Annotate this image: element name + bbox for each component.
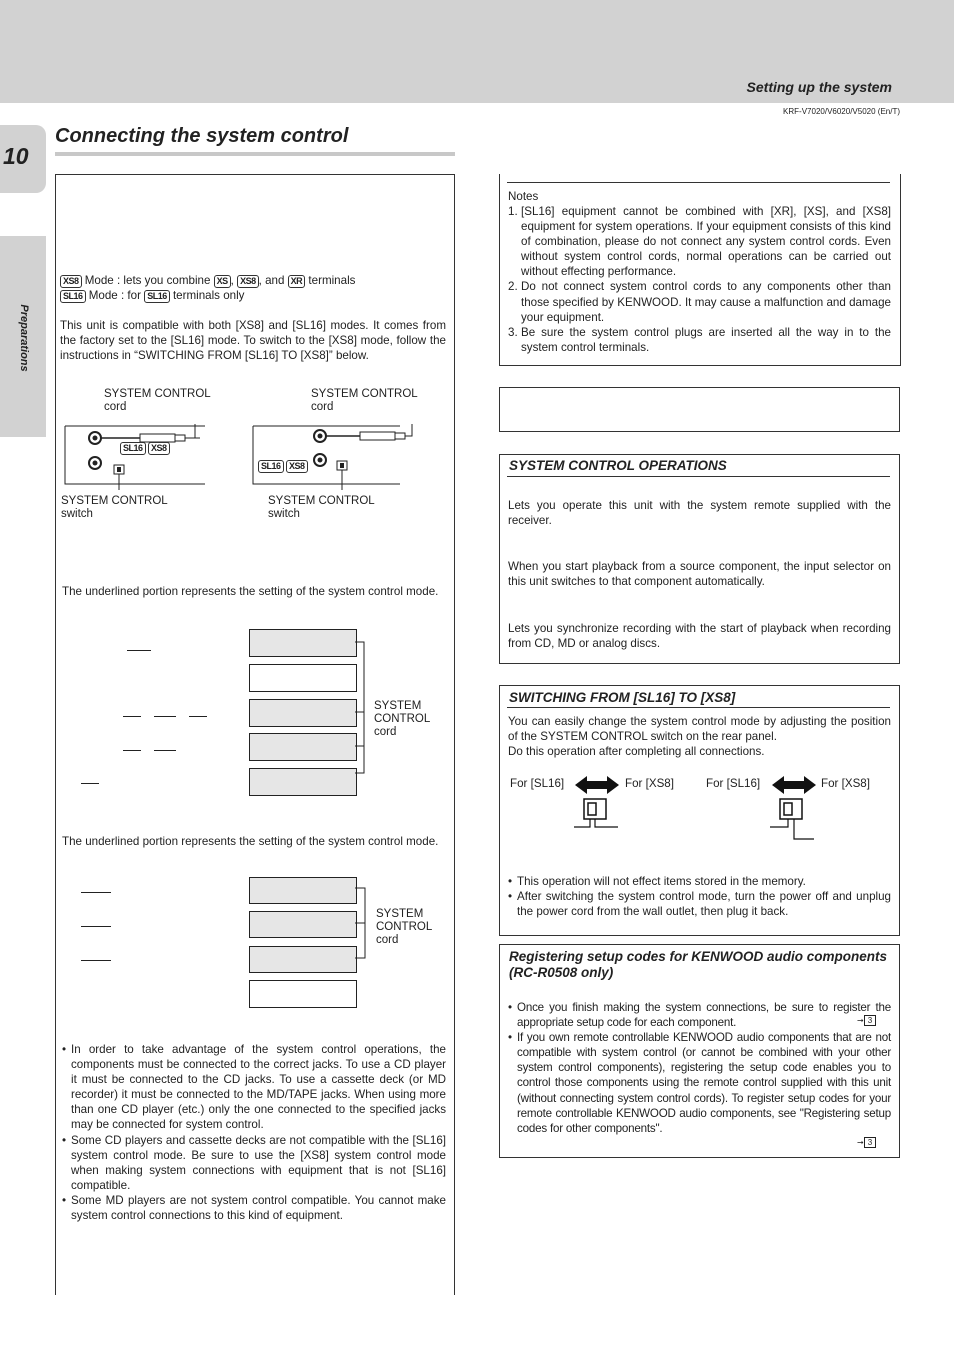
sl16-mode-text: Mode : for (88, 289, 141, 302)
page-ref-2: ➞ 3 (857, 1138, 876, 1147)
component-box (249, 980, 357, 1008)
list-item: • If you own remote controllable KENWOOD audio components that are not compatible with system control (or cannot be combined with your other system control components), registering the setup code enables you to control those components using the remote control supplied with this unit (without connecting system control cords). To register setup codes for your remote controllable KENWOOD audio components, see "Registering setup codes for other components". (508, 1030, 891, 1136)
underline-mark (81, 926, 111, 927)
underline-note-2: The underlined portion represents the setting of the system control mode. (62, 835, 439, 848)
component-box (249, 733, 357, 761)
xs8-badge-2: XS8 (237, 275, 259, 288)
switch-label-1: SYSTEM CONTROL switch (61, 495, 168, 520)
system-cord-label-2: SYSTEM CONTROL cord (376, 908, 433, 946)
xs8-mode-text: Mode : lets you combine (84, 274, 211, 287)
underline-mark (81, 960, 111, 961)
notes-list (508, 204, 891, 355)
switch-sl16-icon (572, 797, 622, 831)
underline-mark (154, 716, 176, 717)
underline-mark (81, 892, 111, 893)
sys-ops-rule (507, 476, 890, 477)
underline-mark (123, 716, 141, 717)
switching-bullets (508, 874, 891, 919)
component-box (249, 877, 357, 904)
cord-label-1: SYSTEM CONTROL cord (104, 388, 211, 413)
cord-label-2: SYSTEM CONTROL cord (311, 388, 418, 413)
left-bullets (62, 1042, 446, 1223)
switching-intro-2: Do this operation after completing all connections. (508, 745, 765, 758)
component-box (249, 699, 357, 727)
component-box (249, 946, 357, 973)
switch-label-2: SYSTEM CONTROL switch (268, 495, 375, 520)
notes-rule (507, 182, 890, 183)
sl16-badge: SL16 (60, 290, 86, 303)
underline-mark (189, 716, 207, 717)
terminals-text: terminals (308, 274, 356, 287)
switching-heading: SWITCHING FROM [SL16] TO [XS8] (509, 690, 736, 705)
list-item: • After switching the system control mode, turn the power off and unplug the power cord from the wall outlet, then plug it back. (508, 889, 891, 919)
xr-badge: XR (288, 275, 306, 288)
section-title: Setting up the system (746, 79, 892, 95)
underline-mark (123, 750, 141, 751)
underline-mark (81, 783, 99, 784)
connection-diagram (60, 418, 450, 490)
underline-note-1: The underlined portion represents the setting of the system control mode. (62, 585, 439, 598)
page-number: 10 (3, 143, 29, 169)
list-item: • Some MD players are not system control compatible. You cannot make system control connections to this kind of equipment. (62, 1193, 446, 1223)
list-item: • Some CD players and cassette decks are not compatible with the [SL16] system control mode. Be sure to use the [XS8] system control mode when making system connections with equipment that is not [SL16] compatible. (62, 1133, 446, 1193)
for-sl16-label-2: For [SL16] (706, 777, 761, 790)
title-rule (55, 152, 455, 156)
list-item: • In order to take advantage of the system control operations, the components must be connected to the correct jacks. To use a CD player it must be connected to the CD jacks. To use a cassette deck (or MD recorder) it must be connected to the MD/TAPE jacks. When using more than one CD player (etc.) only the one connected to the specified jacks may be connected for system control. (62, 1042, 446, 1133)
register-bullets (508, 1000, 891, 1136)
cord-bracket-2 (355, 886, 375, 976)
underline-mark (154, 750, 176, 751)
component-box (249, 629, 357, 657)
sys-ops-p2: When you start playback from a source component, the input selector on this unit switches to that component automatically. (508, 560, 891, 589)
xs8-mode-line: XS8 Mode : lets you combine XS , XS8 , and XR terminals (60, 273, 450, 288)
switch-xs8-icon (768, 797, 818, 843)
list-item: 3. Be sure the system control plugs are inserted all the way in to the system control terminals. (508, 325, 891, 354)
for-sl16-label: For [SL16] (510, 777, 565, 790)
list-item: • Once you finish making the system connections, be sure to register the appropriate setup code for each component. (508, 1000, 891, 1030)
sys-ops-p1: Lets you operate this unit with the system remote supplied with the receiver. (508, 499, 891, 528)
model-number: KRF-V7020/V6020/V5020 (En/T) (783, 107, 900, 116)
sys-ops-heading: SYSTEM CONTROL OPERATIONS (509, 458, 727, 473)
and-text: , and (258, 274, 285, 287)
xs-badge: XS (214, 275, 231, 288)
notes-heading: Notes (508, 190, 539, 203)
component-box (249, 911, 357, 938)
switching-intro: You can easily change the system control mode by adjusting the position of the SYSTEM CONTROL switch on the rear panel. (508, 715, 891, 744)
page-title: Connecting the system control (55, 125, 349, 147)
for-xs8-label: For [XS8] (625, 777, 674, 790)
sl16-mode-line (60, 288, 450, 303)
side-tab-label: Preparations (18, 304, 30, 372)
double-arrow-icon (575, 776, 619, 794)
empty-heading-box (499, 387, 900, 432)
cord-bracket-1 (355, 640, 375, 780)
list-item: • This operation will not effect items stored in the memory. (508, 874, 891, 889)
component-box (249, 664, 357, 692)
underline-mark (127, 650, 151, 651)
compat-paragraph: This unit is compatible with both [XS8] and [SL16] modes. It comes from the factory set to the [SL16] mode. To switch to the [XS8] mode, follow the instructions in “SWITCHING FROM [SL16] TO [XS8]” below. (60, 319, 446, 363)
sl16-badge-2: SL16 (144, 290, 170, 303)
xs8-badge: XS8 (60, 275, 82, 288)
list-item: 1. [SL16] equipment cannot be combined with [XR], [XS], and [XS8] equipment for system operations. If your equipment consists of this kind of combination, please do not connect any system control cords. Even without system control cords, normal operations can be carried out without effecting performance. (508, 205, 891, 279)
for-xs8-label-2: For [XS8] (821, 777, 870, 790)
component-box (249, 768, 357, 796)
diag-mode-labels-2: SL16 XS8 (258, 460, 308, 473)
system-cord-label-1: SYSTEM CONTROL cord (374, 700, 431, 738)
diag-mode-labels-1: SL16 XS8 (120, 442, 170, 455)
register-heading: Registering setup codes for KENWOOD audio components (RC-R0508 only) (509, 949, 888, 980)
double-arrow-icon (772, 776, 816, 794)
sl16-terminals-text: terminals only (172, 289, 245, 302)
page-ref-1: ➞ 3 (857, 1016, 876, 1025)
sys-ops-p3: Lets you synchronize recording with the start of playback when recording from CD, MD or analog discs. (508, 622, 891, 651)
switching-rule (507, 707, 890, 708)
list-item: 2. Do not connect system control cords to any components other than those specified by KENWOOD. It may cause a malfunction and damage your equipment. (508, 280, 891, 324)
